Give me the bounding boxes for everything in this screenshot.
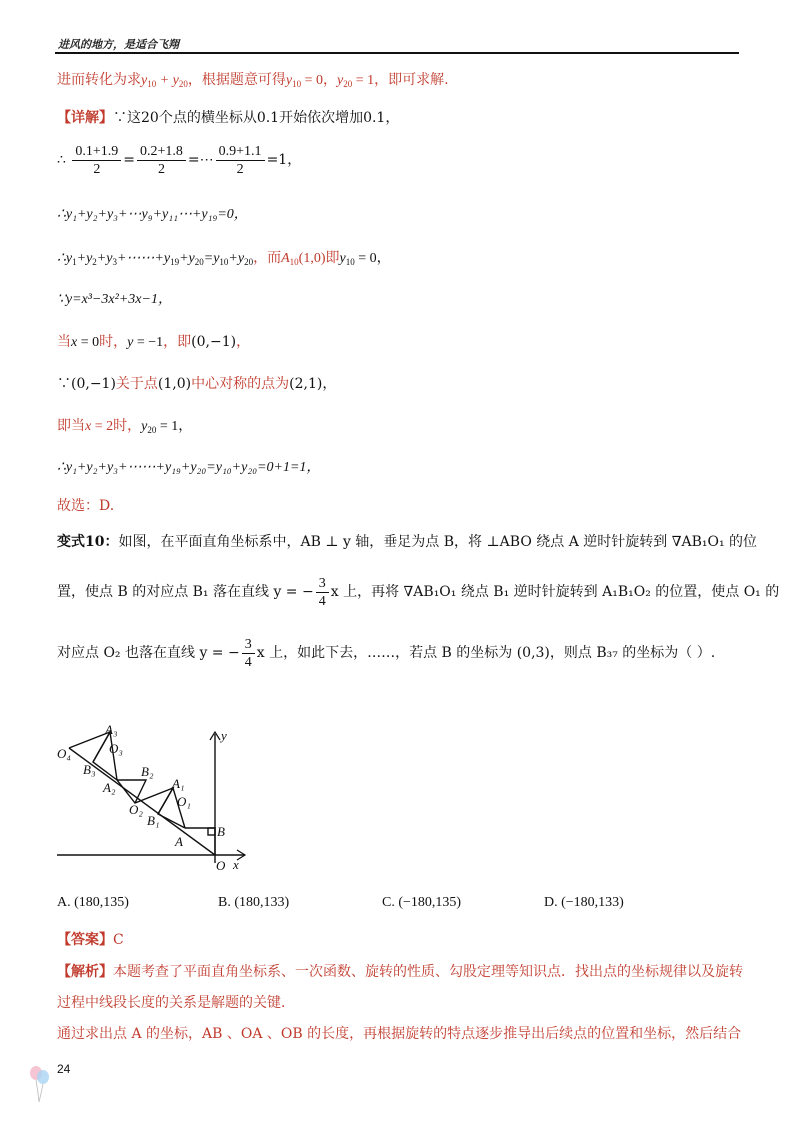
analysis-line-3: 通过求出点 A 的坐标，AB 、OA 、OB 的长度，再根据旋转的特点逐步推导出后续点的位置和坐标，然后结合 — [57, 1026, 742, 1042]
text: 即当 — [57, 418, 85, 434]
text: ，即 — [163, 334, 192, 350]
fraction-line: ∴ $\frac{0.1+1.9}{2}$ = $\frac{0.2+1.8}{2}$ =⋯ $\frac{0.9+1.1}{2}$ =1， — [57, 143, 302, 177]
text: x 上，如此下去，……，若点 B 的坐标为 (0,3)，则点 B₃₇ 的坐标为（ ）. — [256, 645, 716, 661]
label-x: x — [233, 857, 239, 872]
page-header: 进风的地方，是适合飞翔 — [58, 38, 179, 51]
text: ，即可求解. — [374, 72, 449, 88]
label-O2: O₂ — [129, 802, 143, 817]
denominator: 4 — [318, 593, 326, 609]
equation-line-7 — [57, 332, 250, 353]
label-A3: A₃ — [105, 722, 118, 737]
equation-line-10: ∴y₁+y₂+y₃+⋯⋯+y₁₉+y₂₀=y₁₀+y₂₀=0+1=1， — [57, 460, 321, 475]
text: 进而转化为求 — [57, 72, 141, 88]
denominator: 4 — [244, 654, 252, 670]
text: ∵这20个点的横坐标从0.1开始依次增加0.1， — [113, 110, 400, 126]
detail-tag: 【详解】 — [57, 110, 113, 126]
choice-letter: C. — [382, 895, 395, 910]
fraction — [137, 143, 186, 178]
choice-c[interactable] — [382, 893, 461, 913]
label-O: O — [216, 858, 226, 873]
variant-line-1 — [57, 532, 757, 552]
text: 时， — [99, 334, 128, 350]
choice-value: (−180,133) — [561, 895, 624, 910]
math: (0,−1) — [71, 376, 116, 392]
label-O3: O₃ — [109, 741, 123, 756]
text: 关于点 — [115, 376, 158, 392]
math: $\therefore y_1+y_2+y_3+\cdots\cdots+y_{19}+y_{20}=y_{10}+y_{20}$ — [57, 251, 254, 267]
choice-a[interactable] — [57, 893, 129, 913]
choose-line: 故选：D. — [57, 498, 115, 514]
text: 置，使点 B 的对应点 B₁ 落在直线 y = − — [57, 584, 314, 600]
math: $y_{10} = 0$ — [285, 73, 324, 89]
text: 如图，在平面直角坐标系中，AB ⊥ y 轴，垂足为点 B，将 ⊥ABO 绕点 A 逆时针旋转到 ∇AB₁O₁ 的位 — [118, 534, 758, 550]
numerator: 0.2+1.8 — [137, 143, 186, 161]
rotation-diagram — [55, 718, 260, 876]
math: $y_{10} + y_{20}$ — [141, 73, 188, 89]
analysis-tag: 【解析】 — [57, 964, 113, 980]
text: ， — [236, 334, 251, 350]
math: $y_{20} = 1$ — [141, 419, 179, 435]
choice-value: (180,133) — [234, 895, 290, 910]
text: 对应点 O₂ 也落在直线 y = − — [57, 645, 240, 661]
analysis-line-1 — [57, 962, 743, 982]
label-B2: B₂ — [141, 764, 154, 779]
label-B1: B₁ — [147, 813, 160, 828]
math: $A_{10}(1,0)$ — [281, 251, 326, 267]
denominator: 2 — [157, 161, 165, 177]
label-O4: O₄ — [57, 746, 71, 761]
fraction — [72, 143, 121, 178]
header-rule — [55, 52, 739, 54]
label-A: A — [175, 834, 183, 849]
numerator: 0.9+1.1 — [216, 143, 265, 161]
label-A1: A₁ — [172, 776, 185, 791]
text: ， — [376, 250, 391, 266]
label-B3: B₃ — [83, 762, 96, 777]
denominator: 2 — [236, 161, 244, 177]
math: (0,−1) — [191, 334, 237, 350]
choice-b[interactable] — [218, 893, 289, 913]
choice-d[interactable] — [544, 893, 624, 913]
choice-value: (−180,135) — [398, 895, 462, 910]
equation-line-8: ∵(0,−1)关于点(1,0)中心对称的点为(2,1)， — [57, 376, 337, 392]
detail-line — [57, 108, 399, 128]
text: ， — [322, 376, 337, 392]
triangle-A1B1O2 — [117, 780, 173, 814]
choice-letter: A. — [57, 895, 71, 910]
label-y: y — [221, 728, 227, 743]
page-number: 24 — [57, 1062, 71, 1076]
label-O1: O₁ — [177, 794, 191, 809]
math: $y_{20} = 1$ — [337, 73, 375, 89]
label-A2: A₂ — [103, 780, 116, 795]
math: y = −1 — [127, 335, 164, 350]
text: ，根据题意可得 — [187, 72, 286, 88]
choice-letter: D. — [544, 895, 558, 910]
math: (1,0) — [157, 376, 192, 392]
equation-line-4: ∴y₁+y₂+y₃+⋯y₉+y₁₁⋯+y₁₉=0， — [57, 207, 248, 222]
answer-value: C — [113, 932, 124, 948]
variant-line-2 — [57, 574, 779, 610]
math: x = 0 — [71, 335, 100, 350]
variant-line-3 — [57, 635, 715, 671]
answer-tag: 【答案】 — [57, 932, 113, 948]
text: 时， — [113, 418, 142, 434]
analysis-line-2: 过程中线段长度的关系是解题的关键． — [57, 995, 295, 1011]
fraction — [242, 636, 255, 671]
label-B: B — [217, 824, 225, 839]
triangle-O4 — [69, 732, 110, 762]
math: $y_{10} = 0$ — [339, 251, 377, 267]
text: 本题考查了平面直角坐标系、一次函数、旋转的性质、勾股定理等知识点．找出点的坐标规律以及旋转 — [113, 964, 743, 980]
answer-line — [57, 930, 124, 950]
equation-line-5 — [57, 248, 391, 269]
fraction — [216, 143, 265, 178]
therefore-symbol: ∴ — [57, 152, 66, 168]
text: 即 — [325, 250, 340, 266]
numerator: 3 — [242, 636, 255, 654]
text: 当 — [57, 334, 71, 350]
text: =1， — [266, 152, 302, 168]
text: ，而 — [253, 250, 282, 266]
text: ， — [178, 418, 193, 434]
variant-tag: 变式10： — [57, 534, 119, 550]
solution-line-1: 进而转化为求$y_{10} + y_{20}$，根据题意可得$y_{10} = 0$，$y_{20} = 1$，即可求解. — [57, 72, 449, 89]
denominator: 2 — [93, 161, 101, 177]
choice-letter: B. — [218, 895, 231, 910]
equation-line-9 — [57, 416, 192, 437]
equation-line-6: ∵y=x³−3x²+3x−1， — [57, 292, 172, 307]
numerator: 0.1+1.9 — [72, 143, 121, 161]
math: (2,1) — [289, 376, 323, 392]
math: x = 2 — [85, 419, 114, 434]
text: x 上，再将 ∇AB₁O₁ 绕点 B₁ 逆时针旋转到 A₁B₁O₂ 的位置，使点 O₁ 的 — [330, 584, 780, 600]
choice-value: (180,135) — [74, 895, 129, 910]
right-angle-mark — [208, 828, 215, 835]
balloon-icon — [28, 1064, 50, 1104]
fraction — [316, 575, 329, 610]
numerator: 3 — [316, 575, 329, 593]
text: 中心对称的点为 — [191, 376, 290, 392]
